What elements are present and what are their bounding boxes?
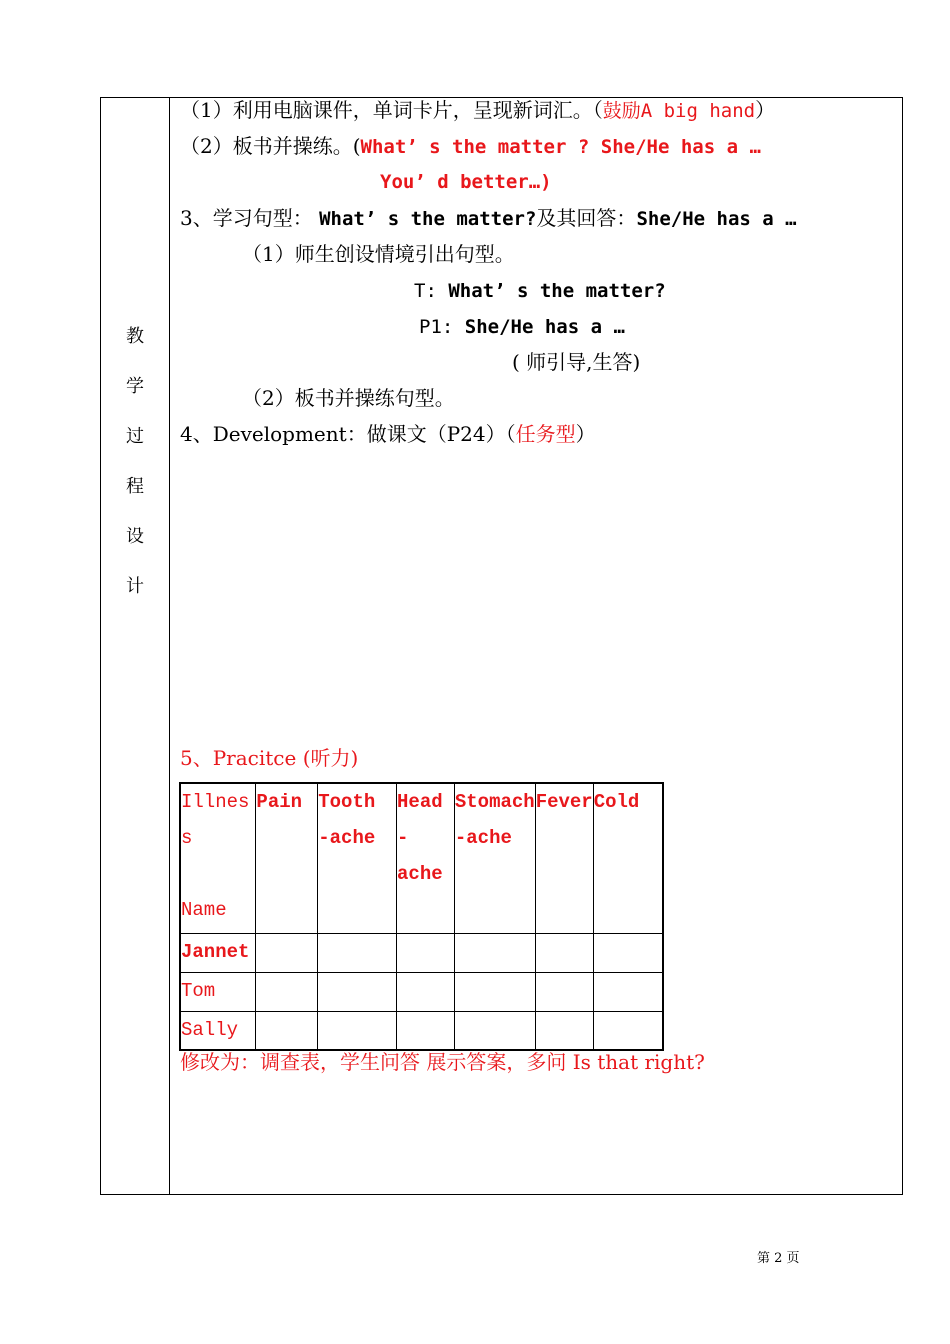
survey-table bbox=[179, 782, 664, 1051]
table-cell bbox=[256, 933, 318, 972]
table-cell bbox=[535, 1011, 593, 1050]
dialogue-text: What’ s the matter? bbox=[448, 280, 666, 302]
side-label-char: 设 bbox=[126, 526, 144, 547]
speaker-label: T: bbox=[414, 280, 449, 302]
table-cell bbox=[593, 933, 663, 972]
table-cell bbox=[454, 1011, 535, 1050]
table-cell bbox=[535, 933, 593, 972]
side-label-char: 过 bbox=[126, 426, 144, 447]
step-3 bbox=[180, 205, 797, 232]
step-highlight: What’ s the matter ? She/He has a … bbox=[360, 136, 761, 158]
table-header-cell: Illnes s Name bbox=[180, 783, 256, 933]
dialogue-text: She/He has a … bbox=[464, 316, 625, 338]
step-3-2: （2）板书并操练句型。 bbox=[242, 386, 455, 410]
dialogue-pupil bbox=[419, 313, 625, 340]
table-header-cell: Tooth -ache bbox=[318, 783, 397, 933]
table-row bbox=[180, 972, 663, 1011]
step-text: 及其回答： bbox=[536, 206, 637, 230]
table-cell bbox=[593, 1011, 663, 1050]
table-header-cell: Head -ache bbox=[397, 783, 455, 933]
step-text: ） bbox=[755, 98, 776, 122]
table-cell bbox=[318, 1011, 397, 1050]
revision-note: 修改为：调查表，学生问答 展示答案，多问 Is that right? bbox=[180, 1050, 705, 1074]
step-5: 5、Pracitce (听力) bbox=[180, 746, 359, 770]
table-cell bbox=[535, 972, 593, 1011]
table-cell: Jannet bbox=[180, 933, 256, 972]
table-cell bbox=[397, 933, 455, 972]
speaker-label: P1: bbox=[419, 316, 465, 338]
table-cell bbox=[593, 972, 663, 1011]
step-text: ） bbox=[575, 422, 596, 446]
dialogue-note: ( 师引导,生答) bbox=[512, 350, 641, 374]
table-cell bbox=[397, 1011, 455, 1050]
table-header-row bbox=[180, 783, 663, 933]
table-cell: Sally bbox=[180, 1011, 256, 1050]
step-text: （2）板书并操练。( bbox=[180, 134, 361, 158]
step-highlight: 任务型 bbox=[515, 422, 576, 446]
step-3-1: （1）师生创设情境引出句型。 bbox=[242, 242, 515, 266]
table-cell bbox=[318, 972, 397, 1011]
side-label-char: 计 bbox=[126, 576, 144, 597]
pattern-question: What’ s the matter? bbox=[319, 208, 537, 230]
column-divider bbox=[169, 97, 170, 1195]
table-cell bbox=[454, 972, 535, 1011]
step-1-1 bbox=[180, 97, 775, 124]
step-1-2 bbox=[180, 133, 761, 160]
table-header-cell: Fever bbox=[535, 783, 593, 933]
table-cell bbox=[454, 933, 535, 972]
table-cell bbox=[318, 933, 397, 972]
pattern-answer: She/He has a … bbox=[636, 208, 797, 230]
step-text: 3、学习句型： bbox=[180, 206, 320, 230]
step-text: （1）利用电脑课件，单词卡片，呈现新词汇。（ bbox=[180, 98, 603, 122]
table-header-cell: Stomach -ache bbox=[454, 783, 535, 933]
table-cell bbox=[256, 1011, 318, 1050]
table-cell: Tom bbox=[180, 972, 256, 1011]
side-label-char: 学 bbox=[126, 376, 144, 397]
step-1-2-cont: You’ d better…) bbox=[380, 171, 552, 193]
table-header-cell: Cold bbox=[593, 783, 663, 933]
table-cell bbox=[397, 972, 455, 1011]
step-text: 4、Development：做课文（P24）（ bbox=[180, 422, 516, 446]
dialogue-teacher bbox=[414, 277, 666, 304]
step-highlight: 鼓励A big hand bbox=[602, 100, 756, 122]
side-label-char: 程 bbox=[126, 476, 144, 497]
step-4 bbox=[180, 421, 596, 447]
table-row bbox=[180, 933, 663, 972]
table-cell bbox=[256, 972, 318, 1011]
page-number: 第 2 页 bbox=[757, 1251, 800, 1266]
side-label-char: 教 bbox=[126, 326, 144, 347]
table-header-cell: Pain bbox=[256, 783, 318, 933]
table-row bbox=[180, 1011, 663, 1050]
